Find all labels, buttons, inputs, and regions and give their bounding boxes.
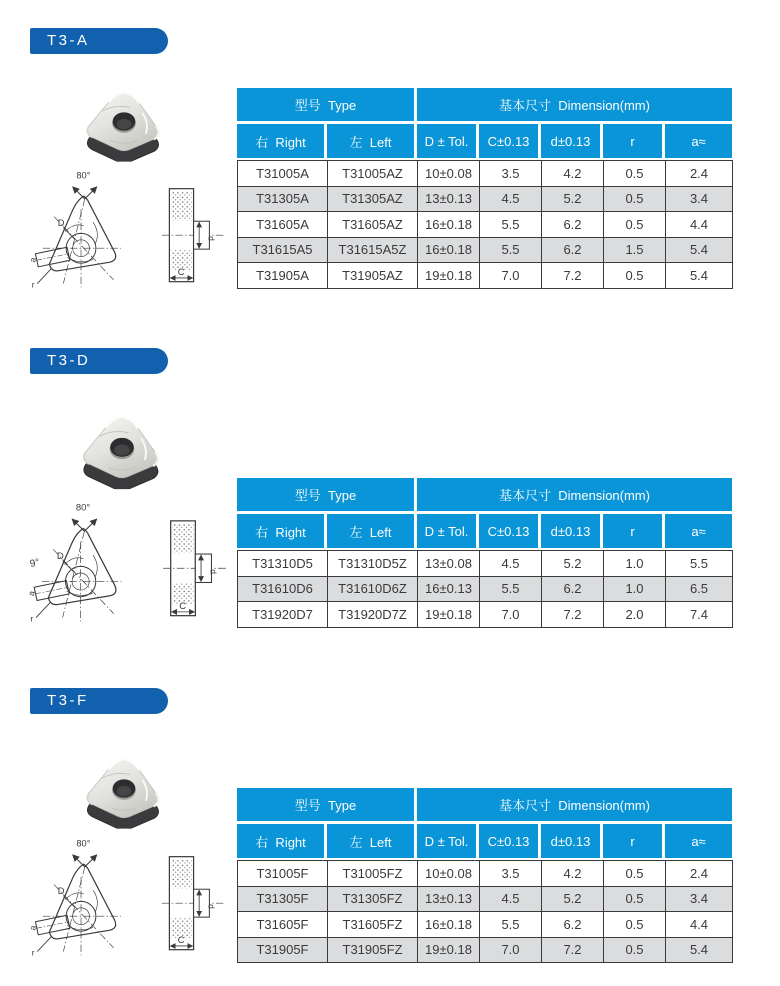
table-cell: 6.5 xyxy=(666,577,733,603)
table-cell: 16±0.18 xyxy=(418,238,480,264)
table-cell: T31905FZ xyxy=(328,938,418,964)
table-cell: 1.0 xyxy=(604,551,666,577)
table-cell: 0.5 xyxy=(604,887,666,913)
table-header-row1 xyxy=(237,788,734,821)
table-cell: 5.5 xyxy=(480,238,542,264)
section-title: T3-D xyxy=(47,352,91,369)
table-cell: 4.2 xyxy=(542,161,604,187)
header-col-r: r xyxy=(603,824,665,858)
table-cell: 5.5 xyxy=(480,212,542,238)
table-cell: 0.5 xyxy=(604,912,666,938)
table-cell: 10±0.08 xyxy=(418,161,480,187)
table-cell: T31610D6 xyxy=(238,577,328,603)
angle-9-label: 9° xyxy=(28,557,41,570)
table-header-row2 xyxy=(237,124,734,158)
header-type: 型号 Type xyxy=(237,478,417,511)
table-cell: 5.2 xyxy=(542,887,604,913)
table-cell: 7.0 xyxy=(480,263,542,289)
table-cell: T31310D5 xyxy=(238,551,328,577)
table-cell: T31605FZ xyxy=(328,912,418,938)
table-cell: 0.5 xyxy=(604,861,666,887)
spec-table-t3f xyxy=(237,788,734,963)
table-cell: 5.4 xyxy=(666,938,733,964)
header-col-right: 右 Right xyxy=(237,124,327,158)
header-col-r: r xyxy=(603,514,665,548)
table-cell: 7.0 xyxy=(480,938,542,964)
table-cell: 5.5 xyxy=(666,551,733,577)
header-col-d-tol: D ± Tol. xyxy=(417,124,479,158)
table-cell: 13±0.08 xyxy=(418,551,480,577)
table-header-row1 xyxy=(237,478,734,511)
table-cell: 13±0.13 xyxy=(418,887,480,913)
header-col-d: d±0.13 xyxy=(541,824,603,858)
header-type: 型号 Type xyxy=(237,88,417,121)
table-body xyxy=(237,160,733,289)
header-type: 型号 Type xyxy=(237,788,417,821)
table-cell: 0.5 xyxy=(604,187,666,213)
header-dimension: 基本尺寸 Dimension(mm) xyxy=(417,788,732,821)
table-cell: T31605F xyxy=(238,912,328,938)
table-cell: T31305A xyxy=(238,187,328,213)
table-cell: T31305FZ xyxy=(328,887,418,913)
table-cell: 5.5 xyxy=(480,577,542,603)
table-cell: T31305F xyxy=(238,887,328,913)
table-cell: 3.4 xyxy=(666,887,733,913)
table-cell: 6.2 xyxy=(542,912,604,938)
spec-table-t3a xyxy=(237,88,734,289)
table-cell: 7.2 xyxy=(542,263,604,289)
table-cell: T31615A5 xyxy=(238,238,328,264)
table-cell: 7.4 xyxy=(666,602,733,628)
header-dimension: 基本尺寸 Dimension(mm) xyxy=(417,88,732,121)
table-cell: 10±0.08 xyxy=(418,861,480,887)
header-col-d-tol: D ± Tol. xyxy=(417,514,479,548)
table-cell: T31005A xyxy=(238,161,328,187)
table-cell: 5.4 xyxy=(666,238,733,264)
table-cell: T31605AZ xyxy=(328,212,418,238)
section-title: T3-F xyxy=(47,692,89,709)
table-cell: T31905A xyxy=(238,263,328,289)
table-cell: 0.5 xyxy=(604,263,666,289)
technical-drawing xyxy=(28,168,228,294)
table-header-row2 xyxy=(237,514,734,548)
table-cell: T31005FZ xyxy=(328,861,418,887)
header-col-right: 右 Right xyxy=(237,824,327,858)
table-cell: T31305AZ xyxy=(328,187,418,213)
table-header-row2 xyxy=(237,824,734,858)
table-cell: 5.5 xyxy=(480,912,542,938)
section-title: T3-A xyxy=(47,32,90,49)
table-body xyxy=(237,860,733,963)
table-cell: 2.4 xyxy=(666,161,733,187)
technical-drawing xyxy=(26,500,231,628)
table-cell: T31920D7Z xyxy=(328,602,418,628)
table-cell: 4.5 xyxy=(480,887,542,913)
table-cell: 7.2 xyxy=(542,602,604,628)
section-tab-t3a xyxy=(30,28,168,54)
table-cell: 16±0.18 xyxy=(418,212,480,238)
header-col-c: C±0.13 xyxy=(479,124,541,158)
header-col-right: 右 Right xyxy=(237,514,327,548)
header-col-c: C±0.13 xyxy=(479,514,541,548)
table-cell: 2.0 xyxy=(604,602,666,628)
table-cell: 3.5 xyxy=(480,161,542,187)
header-col-a: a≈ xyxy=(665,124,732,158)
table-cell: 19±0.18 xyxy=(418,602,480,628)
table-cell: 16±0.18 xyxy=(418,912,480,938)
table-cell: 6.2 xyxy=(542,212,604,238)
table-header-row1 xyxy=(237,88,734,121)
table-cell: T31310D5Z xyxy=(328,551,418,577)
header-col-d: d±0.13 xyxy=(541,124,603,158)
header-col-a: a≈ xyxy=(665,824,732,858)
header-col-c: C±0.13 xyxy=(479,824,541,858)
header-col-left: 左 Left xyxy=(327,124,417,158)
table-cell: 5.4 xyxy=(666,263,733,289)
table-cell: T31605A xyxy=(238,212,328,238)
table-cell: 7.0 xyxy=(480,602,542,628)
table-cell: 13±0.13 xyxy=(418,187,480,213)
table-cell: 5.2 xyxy=(542,187,604,213)
header-col-a: a≈ xyxy=(665,514,732,548)
table-cell: 1.5 xyxy=(604,238,666,264)
header-col-left: 左 Left xyxy=(327,824,417,858)
table-body xyxy=(237,550,733,628)
insert-3d-image xyxy=(76,752,172,832)
header-col-d: d±0.13 xyxy=(541,514,603,548)
table-cell: 1.0 xyxy=(604,577,666,603)
table-cell: 0.5 xyxy=(604,161,666,187)
table-cell: 7.2 xyxy=(542,938,604,964)
table-cell: 4.5 xyxy=(480,187,542,213)
table-cell: T31615A5Z xyxy=(328,238,418,264)
table-cell: 4.4 xyxy=(666,912,733,938)
table-cell: T31005F xyxy=(238,861,328,887)
table-cell: 0.5 xyxy=(604,938,666,964)
table-cell: 3.4 xyxy=(666,187,733,213)
table-cell: T31920D7 xyxy=(238,602,328,628)
section-tab-t3f xyxy=(30,688,168,714)
table-cell: 19±0.18 xyxy=(418,938,480,964)
header-col-r: r xyxy=(603,124,665,158)
section-tab-t3d xyxy=(30,348,168,374)
table-cell: 6.2 xyxy=(542,577,604,603)
header-dimension: 基本尺寸 Dimension(mm) xyxy=(417,478,732,511)
header-col-left: 左 Left xyxy=(327,514,417,548)
table-cell: T31905F xyxy=(238,938,328,964)
spec-table-t3d xyxy=(237,478,734,628)
table-cell: 5.2 xyxy=(542,551,604,577)
table-cell: 2.4 xyxy=(666,861,733,887)
insert-3d-image xyxy=(72,412,172,490)
table-cell: T31610D6Z xyxy=(328,577,418,603)
table-cell: 4.5 xyxy=(480,551,542,577)
table-cell: 6.2 xyxy=(542,238,604,264)
table-cell: T31005AZ xyxy=(328,161,418,187)
insert-3d-image xyxy=(76,88,172,162)
table-cell: 3.5 xyxy=(480,861,542,887)
table-cell: 19±0.18 xyxy=(418,263,480,289)
table-cell: T31905AZ xyxy=(328,263,418,289)
table-cell: 16±0.13 xyxy=(418,577,480,603)
technical-drawing xyxy=(28,836,228,962)
table-cell: 4.2 xyxy=(542,861,604,887)
table-cell: 4.4 xyxy=(666,212,733,238)
header-col-d-tol: D ± Tol. xyxy=(417,824,479,858)
table-cell: 0.5 xyxy=(604,212,666,238)
